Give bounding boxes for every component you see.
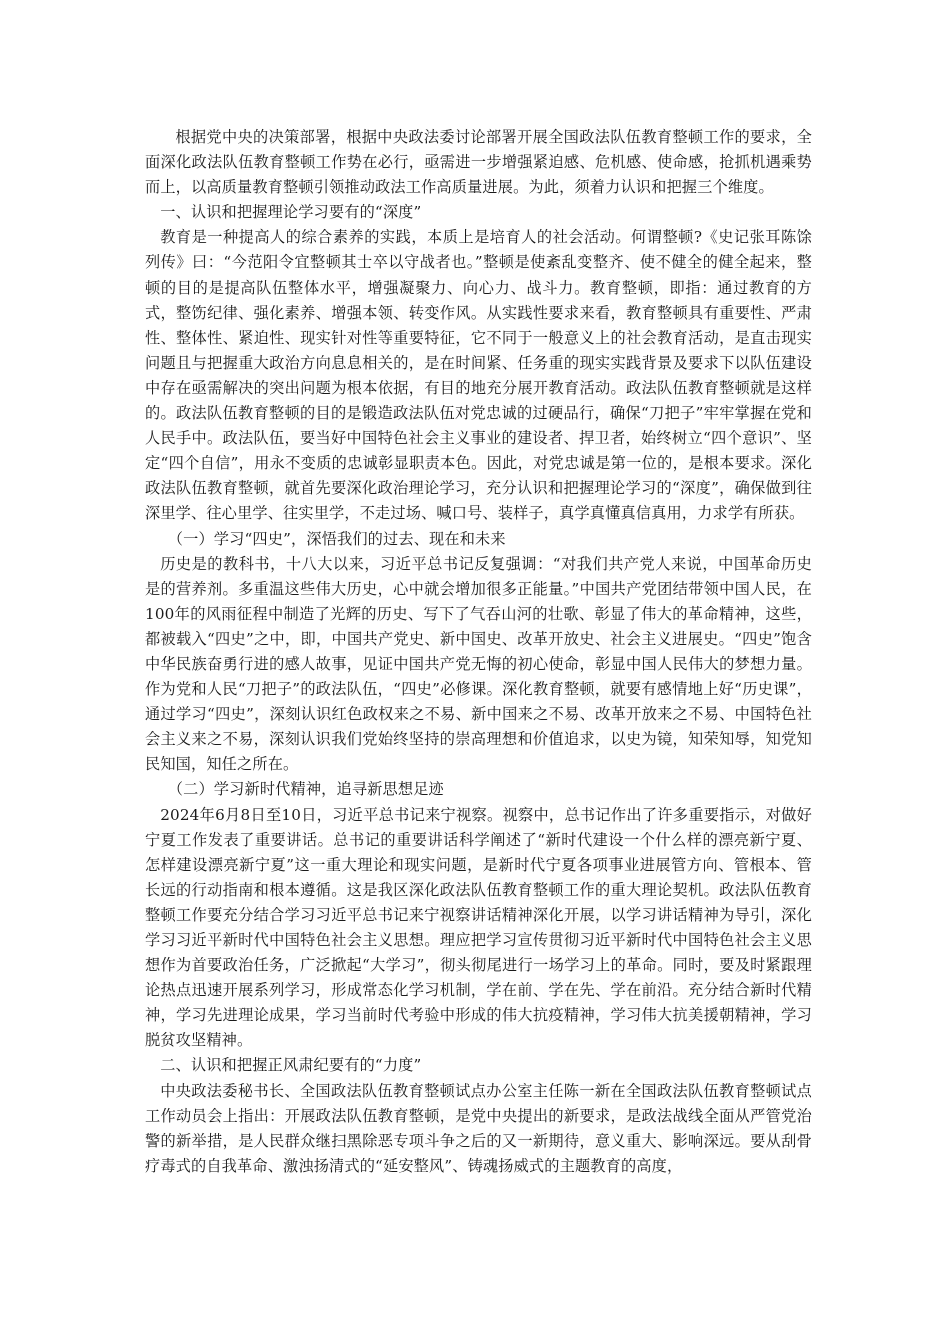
section-1-paragraph: 教育是一种提高人的综合素养的实践，本质上是培育人的社会活动。何谓整顿?《史记张耳陈馀列传》曰：“今范阳令宜整顿其士卒以守战者也。”整顿是使紊乱变整齐、使不健全的健全起来，整顿的目的是提高队伍整体水平，增强凝聚力、向心力、战斗力。教育整顿，即指：通过教育的方式，整饬纪律、强化素养、增强本领、转变作风。从实践性要求来看，教育整顿具有重要性、严肃性、整体性、紧迫性、现实针对性等重要特征，它不同于一般意义上的社会教育活动，是直击现实问题且与把握重大政治方向息息相关的，是在时间紧、任务重的现实实践背景及要求下以队伍建设中存在亟需解决的突出问题为根本依据，有目的地充分展开教育活动。政法队伍教育整顿就是这样的。政法队伍教育整顿的目的是锻造政法队伍对党忠诚的过硬品行，确保“刀把子”牢牢掌握在党和人民手中。政法队伍，要当好中国特色社会主义事业的建设者、捍卫者，始终树立“四个意识”、坚定“四个自信”，用永不变质的忠诚彰显职责本色。因此，对党忠诚是第一位的，是根本要求。深化政法队伍教育整顿，就首先要深化政治理论学习，充分认识和把握理论学习的“深度”，确保做到往深里学、往心里学、往实里学，不走过场、喊口号、装样子，真学真懂真信真用，力求学有所获。 xyxy=(145,228,812,523)
document-page xyxy=(145,125,812,1179)
section-2-paragraph: 中央政法委秘书长、全国政法队伍教育整顿试点办公室主任陈一新在全国政法队伍教育整顿试点工作动员会上指出：开展政法队伍教育整顿，是党中央提出的新要求，是政法战线全面从严管党治警的新举措，是人民群众继扫黑除恶专项斗争之后的又一新期待，意义重大、影响深远。要从刮骨疗毒式的自我革命、激浊扬清式的“延安整风”、铸魂扬威式的主题教育的高度， xyxy=(145,1081,812,1175)
subsection-2-heading: （二）学习新时代精神，追寻新思想足迹 xyxy=(167,780,444,799)
section-1-heading: 一、认识和把握理论学习要有的“深度” xyxy=(160,203,422,222)
subsection-1-paragraph: 历史是的教科书，十八大以来，习近平总书记反复强调：“对我们共产党人来说，中国革命历史是的营养剂。多重温这些伟大历史，心中就会增加很多正能量。”中国共产党团结带领中国人民，在100年的风雨征程中制造了光辉的历史、写下了气吞山河的壮歌、彰显了伟大的革命精神，这些，都被载入“四史”之中，即，中国共产党史、新中国史、改革开放史、社会主义进展史。“四史”饱含中华民族奋勇行进的感人故事，见证中国共产党无悔的初心使命，彰显中国人民伟大的梦想力量。作为党和人民“刀把子”的政法队伍，“四史”必修课。深化教育整顿，就要有感情地上好“历史课”，通过学习“四史”，深刻认识红色政权来之不易、新中国来之不易、改革开放来之不易、中国特色社会主义来之不易，深刻认识我们党始终坚持的崇高理想和价值追求，以史为镜，知荣知辱，知党知民知国，知任之所在。 xyxy=(145,554,812,774)
section-2-heading: 二、认识和把握正风肃纪要有的“力度” xyxy=(160,1056,422,1075)
subsection-2-paragraph: 2024年6月8日至10日，习近平总书记来宁视察。视察中，总书记作出了许多重要指示，对做好宁夏工作发表了重要讲话。总书记的重要讲话科学阐述了“新时代建设一个什么样的漂亮新宁夏、怎样建设漂亮新宁夏”这一重大理论和现实问题，是新时代宁夏各项事业进展管方向、管根本、管长远的行动指南和根本遵循。这是我区深化政法队伍教育整顿工作的重大理论契机。政法队伍教育整顿工作要充分结合学习习近平总书记来宁视察讲话精神深化开展，以学习讲话精神为导引，深化学习习近平新时代中国特色社会主义思想。理应把学习宣传贯彻习近平新时代中国特色社会主义思想作为首要政治任务，广泛掀起“大学习”，彻头彻尾进行一场学习上的革命。同时，要及时紧跟理论热点迅速开展系列学习，形成常态化学习机制，学在前、学在先、学在前沿。充分结合新时代精神，学习先进理论成果，学习当前时代考验中形成的伟大抗疫精神，学习伟大抗美援朝精神，学习脱贫攻坚精神。 xyxy=(145,805,812,1050)
subsection-1-heading: （一）学习“四史”，深悟我们的过去、现在和未来 xyxy=(167,529,506,548)
intro-paragraph: 根据党中央的决策部署，根据中央政法委讨论部署开展全国政法队伍教育整顿工作的要求，全面深化政法队伍教育整顿工作势在必行，亟需进一步增强紧迫感、危机感、使命感，抢抓机遇乘势而上，以高质量教育整顿引领推动政法工作高质量进展。为此，须着力认识和把握三个维度。 xyxy=(145,128,812,197)
